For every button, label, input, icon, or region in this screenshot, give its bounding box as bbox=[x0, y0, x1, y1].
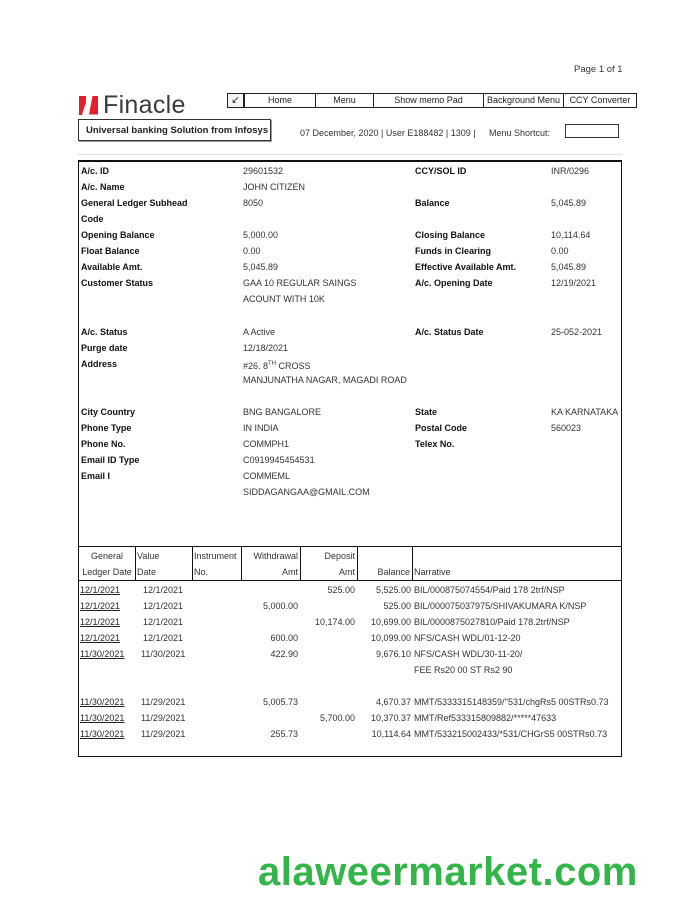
contact-right-values bbox=[551, 404, 618, 436]
narrative: BIL/0000875027810/Paid 178.2trf/NSP bbox=[414, 617, 570, 627]
table-row bbox=[80, 614, 620, 630]
header-gl-date: General Ledger Date bbox=[82, 551, 132, 577]
label-phone-no: Phone No. bbox=[81, 439, 126, 449]
gl-date-link[interactable]: 11/30/2021 bbox=[80, 649, 125, 659]
menu-shortcut-label: Menu Shortcut: bbox=[489, 128, 551, 138]
value-postal-code: 560023 bbox=[551, 423, 582, 433]
value-date: 11/29/2021 bbox=[141, 697, 186, 707]
table-row bbox=[80, 726, 620, 742]
value-ac-status: A Active bbox=[243, 327, 276, 337]
label-effective-available: Effective Available Amt. bbox=[415, 262, 517, 272]
menu-menu[interactable]: Menu bbox=[316, 94, 374, 107]
menu-items bbox=[244, 93, 637, 108]
header-deposit: Deposit Amt bbox=[324, 551, 355, 577]
narrative: MMT/5333315148359/''531/chgRs5 00STRs0.73 bbox=[414, 697, 609, 707]
value-status-date: 25-052-2021 bbox=[551, 327, 603, 337]
value-date: 11/29/2021 bbox=[141, 713, 186, 723]
transactions-header-border bbox=[79, 580, 621, 581]
balance-amt: 10,370.37 bbox=[370, 713, 411, 723]
label-email: Email I bbox=[81, 471, 111, 481]
withdrawal-amt: 422.90 bbox=[270, 649, 298, 659]
withdrawal-amt: 5,000.00 bbox=[262, 601, 298, 611]
deposit-amt: 10,174.00 bbox=[314, 617, 355, 627]
menu-shortcut-input[interactable] bbox=[565, 124, 619, 138]
label-available-amt: Available Amt. bbox=[81, 262, 143, 272]
finacle-logo bbox=[79, 92, 186, 118]
value-date: 11/29/2021 bbox=[141, 729, 186, 739]
table-row bbox=[80, 598, 620, 614]
value-effective-available: 5,045.89 bbox=[551, 262, 587, 272]
value-opening-balance: 5,000.00 bbox=[243, 230, 279, 240]
narrative: NFS/CASH WDL/01-12-20 bbox=[414, 633, 521, 643]
label-telex-no: Telex No. bbox=[415, 439, 455, 449]
table-row bbox=[80, 630, 620, 646]
gl-date-link[interactable]: 11/30/2021 bbox=[80, 729, 125, 739]
value-email-address: SIDDAGANGAA@GMAIL.COM bbox=[243, 487, 370, 497]
label-address: Address bbox=[81, 359, 118, 369]
value-closing-balance: 10,114.64 bbox=[551, 230, 591, 240]
value-ccy-sol-id: INR/0296 bbox=[551, 166, 590, 176]
label-phone-type: Phone Type bbox=[81, 423, 132, 433]
label-postal-code: Postal Code bbox=[415, 423, 468, 433]
label-city-country: City Country bbox=[81, 407, 135, 417]
watermark-text: alaweermarket.com bbox=[258, 850, 638, 894]
logo-text: Finacle bbox=[103, 90, 186, 119]
balance-amt: 5,525.00 bbox=[375, 585, 411, 595]
label-float-balance: Float Balance bbox=[81, 246, 140, 256]
contact-left-values bbox=[243, 404, 370, 500]
finacle-logo-icon bbox=[79, 96, 98, 115]
balance-amt: 4,670.37 bbox=[375, 697, 411, 707]
balance-amt: 9,676.10 bbox=[375, 649, 411, 659]
header-divider bbox=[78, 154, 622, 155]
gl-date-link[interactable]: 11/30/2021 bbox=[80, 697, 125, 707]
value-opening-date: 12/19/2021 bbox=[551, 278, 597, 288]
value-customer-status-2: ACOUNT WITH 10K bbox=[243, 294, 325, 304]
gl-date-link[interactable]: 12/1/2021 bbox=[80, 633, 121, 643]
withdrawal-amt: 255.73 bbox=[270, 729, 298, 739]
value-date: 12/1/2021 bbox=[143, 585, 184, 595]
table-row bbox=[80, 694, 620, 710]
table-row bbox=[80, 646, 620, 662]
value-funds-in-clearing: 0.00 bbox=[551, 246, 569, 256]
col-divider bbox=[135, 546, 136, 580]
label-ac-id: A/c. ID bbox=[81, 166, 110, 176]
top-menu-bar bbox=[227, 93, 637, 108]
narrative-continued: FEE Rs20 00 ST Rs2 90 bbox=[414, 665, 513, 675]
label-state: State bbox=[415, 407, 438, 417]
label-email-id-type: Email ID Type bbox=[81, 455, 140, 465]
account-left-values bbox=[243, 163, 357, 307]
label-balance: Balance bbox=[415, 198, 450, 208]
gl-date-link[interactable]: 12/1/2021 bbox=[80, 617, 121, 627]
page-number: Page 1 of 1 bbox=[574, 64, 623, 75]
value-email: COMMEML bbox=[243, 471, 290, 481]
value-address-line2: MANJUNATHA NAGAR, MAGADI ROAD bbox=[243, 375, 407, 385]
value-code bbox=[243, 211, 357, 227]
balance-amt: 525.00 bbox=[383, 601, 411, 611]
withdrawal-amt: 5,005.73 bbox=[262, 697, 298, 707]
menu-toggle-button[interactable] bbox=[227, 93, 244, 108]
balance-amt: 10,099.00 bbox=[370, 633, 411, 643]
narrative: BIL/000075037975/SHIVAKUMARA K/NSP bbox=[414, 601, 587, 611]
label-purge-date: Purge date bbox=[81, 343, 128, 353]
gl-date-link[interactable]: 12/1/2021 bbox=[80, 585, 121, 595]
session-info: 07 December, 2020 | User E188482 | 1309 | bbox=[300, 128, 476, 138]
menu-background-menu[interactable]: Background Menu bbox=[484, 94, 564, 107]
label-status-date: A/c. Status Date bbox=[415, 327, 484, 337]
balance-amt: 10,114.64 bbox=[371, 729, 411, 739]
arrow-down-left-icon: ↙ bbox=[231, 94, 240, 106]
label-ccy-sol-id: CCY/SOL ID bbox=[415, 166, 467, 176]
value-ac-id: 29601532 bbox=[243, 166, 284, 176]
label-funds-in-clearing: Funds in Clearing bbox=[415, 246, 492, 256]
value-ac-name: JOHN CITIZEN bbox=[243, 182, 305, 192]
menu-ccy-converter[interactable]: CCY Converter bbox=[569, 95, 631, 105]
contact-left-labels bbox=[81, 404, 139, 484]
label-ac-status: A/c. Status bbox=[81, 327, 128, 337]
label-code: Code bbox=[81, 214, 104, 224]
menu-show-memo-pad[interactable]: Show memo Pad bbox=[374, 94, 484, 107]
gl-date-link[interactable]: 12/1/2021 bbox=[80, 601, 121, 611]
header-withdrawal: Withdrawal Amt bbox=[253, 551, 298, 577]
value-balance: 5,045.89 bbox=[551, 198, 587, 208]
value-phone-type: IN INDIA bbox=[243, 423, 279, 433]
value-address-line1: #26. 8TH CROSS bbox=[243, 361, 311, 371]
balance-amt: 10,699.00 bbox=[370, 617, 411, 627]
value-date: 12/1/2021 bbox=[143, 617, 184, 627]
value-date: 12/1/2021 bbox=[143, 601, 184, 611]
value-gl-subhead: 8050 bbox=[243, 198, 264, 208]
menu-home[interactable]: Home bbox=[245, 94, 316, 107]
deposit-amt: 525.00 bbox=[327, 585, 355, 595]
value-date: 12/1/2021 bbox=[143, 633, 184, 643]
value-phone-no: COMMPH1 bbox=[243, 439, 290, 449]
value-available-amt: 5,045.89 bbox=[243, 262, 279, 272]
value-float-balance: 0.00 bbox=[243, 246, 261, 256]
col-divider bbox=[412, 546, 413, 580]
transactions-top-border bbox=[79, 546, 621, 547]
value-email-id-type: C0919945454531 bbox=[243, 455, 315, 465]
narrative: MMT/533215002433/*531/CHGrS5 00STRs0.73 bbox=[414, 729, 608, 739]
label-customer-status: Customer Status bbox=[81, 278, 154, 288]
value-state: KA KARNATAKA bbox=[551, 407, 619, 417]
transactions-body bbox=[80, 582, 620, 742]
value-date: 11/30/2021 bbox=[141, 649, 186, 659]
gl-date-link[interactable]: 11/30/2021 bbox=[80, 713, 125, 723]
label-opening-balance: Opening Balance bbox=[81, 230, 155, 240]
label-opening-date: A/c. Opening Date bbox=[415, 278, 493, 288]
table-row bbox=[80, 710, 620, 726]
header-value-date: Value Date bbox=[137, 551, 160, 577]
label-closing-balance: Closing Balance bbox=[415, 230, 486, 240]
col-divider bbox=[192, 546, 193, 580]
deposit-amt: 5,700.00 bbox=[319, 713, 355, 723]
header-instrument: Instrument No. bbox=[194, 551, 237, 577]
value-city-country: BNG BANGALORE bbox=[243, 407, 322, 417]
table-row bbox=[80, 582, 620, 598]
value-purge-date: 12/18/2021 bbox=[243, 343, 289, 353]
account-left-labels bbox=[81, 163, 188, 291]
label-ac-name: A/c. Name bbox=[81, 182, 125, 192]
narrative: MMT/Ref533315809882/*****47633 bbox=[414, 713, 557, 723]
contact-right-labels bbox=[415, 404, 467, 452]
label-gl-subhead: General Ledger Subhead bbox=[81, 198, 188, 208]
table-row-continuation bbox=[80, 662, 620, 678]
tagline: Universal banking Solution from Infosys bbox=[78, 119, 271, 141]
withdrawal-amt: 600.00 bbox=[270, 633, 298, 643]
narrative: BIL/000875074554/Paid 178 2trf/NSP bbox=[414, 585, 565, 595]
narrative: NFS/CASH WDL/30-11-20/ bbox=[414, 649, 523, 659]
header-balance: Balance bbox=[377, 567, 410, 577]
value-customer-status: GAA 10 REGULAR SAINGS bbox=[243, 278, 357, 288]
header-narrative: Narrative bbox=[414, 567, 451, 577]
